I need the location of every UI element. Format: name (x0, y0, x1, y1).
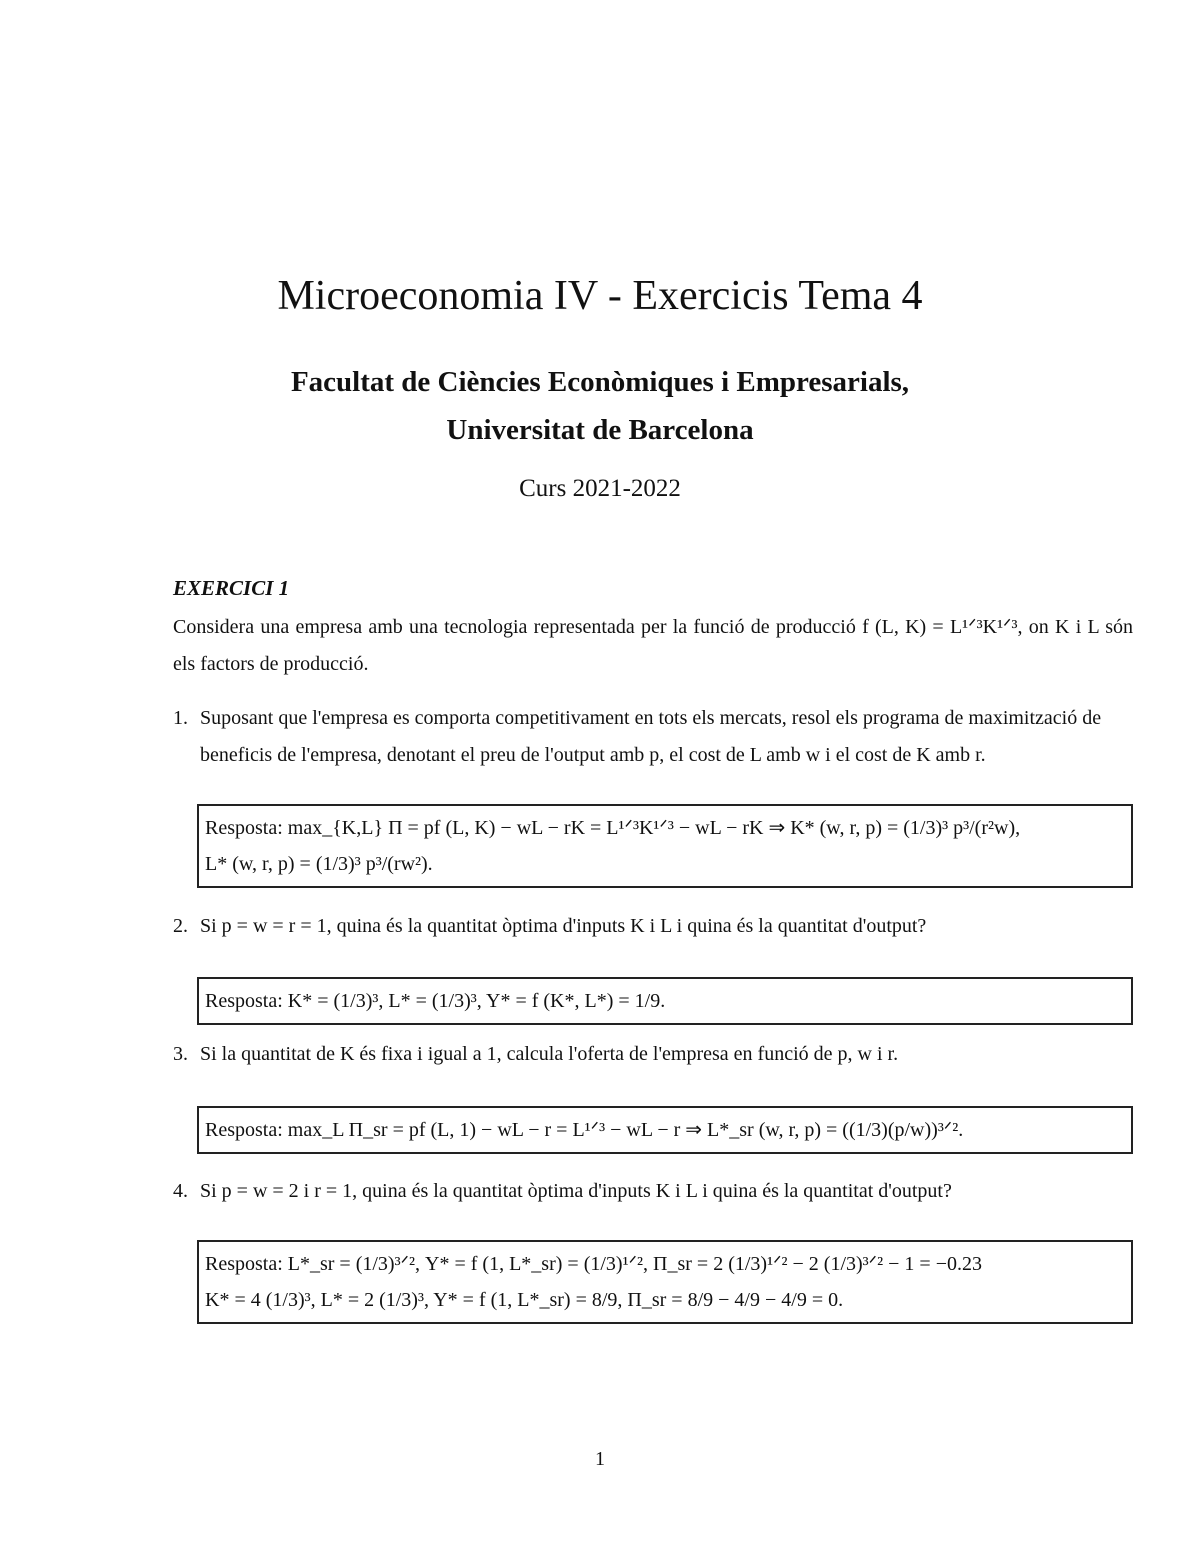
document-title: Microeconomia IV - Exercicis Tema 4 (277, 273, 923, 319)
question-number: 3. (173, 1043, 188, 1065)
question-number: 2. (173, 915, 188, 937)
answer-box-3 (197, 1106, 1133, 1154)
question-3 (173, 1036, 1133, 1073)
university-line: Universitat de Barcelona (446, 414, 754, 446)
question-text: Si p = w = r = 1, quina és la quantitat òptima d'inputs K i L i quina és la quantitat d'output? (200, 915, 927, 937)
faculty-line: Facultat de Ciències Econòmiques i Empresarials, (290, 366, 910, 398)
question-2 (173, 908, 1133, 945)
answer-box-4 (197, 1240, 1133, 1324)
page-number: 1 (595, 1448, 605, 1470)
question-4 (173, 1173, 1133, 1210)
answer-line: Resposta: K* = (1/3)³, L* = (1/3)³, Y* = f (K*, L*) = 1/9. (205, 990, 666, 1012)
exercise-intro: Considera una empresa amb una tecnologia representada per la funció de producció f (L, K) = L¹ᐟ³K¹ᐟ³, on K i L són els factors de producció. (173, 616, 1133, 675)
answer-line: L* (w, r, p) = (1/3)³ p³/(rw²). (205, 853, 433, 875)
answer-box-2 (197, 977, 1133, 1025)
question-1 (173, 700, 1133, 774)
question-text: Si la quantitat de K és fixa i igual a 1, calcula l'oferta de l'empresa en funció de p, w i r. (200, 1043, 899, 1065)
answer-line: K* = 4 (1/3)³, L* = 2 (1/3)³, Y* = f (1, L*_sr) = 8/9, Π_sr = 8/9 − 4/9 − 4/9 = 0. (205, 1289, 844, 1311)
answer-line: Resposta: max_{K,L} Π = pf (L, K) − wL − rK = L¹ᐟ³K¹ᐟ³ − wL − rK ⇒ K* (w, r, p) = (1/3)³ p³/(r²w), (205, 817, 1021, 839)
course-year: Curs 2021-2022 (519, 475, 681, 502)
question-number: 4. (173, 1180, 188, 1202)
exercise-heading: EXERCICI 1 (173, 576, 290, 600)
answer-line: Resposta: L*_sr = (1/3)³ᐟ², Y* = f (1, L*_sr) = (1/3)¹ᐟ², Π_sr = 2 (1/3)¹ᐟ² − 2 (1/3)³ᐟ² − 1 = −0.23 (205, 1253, 982, 1275)
answer-box-1 (197, 804, 1133, 888)
answer-line: Resposta: max_L Π_sr = pf (L, 1) − wL − r = L¹ᐟ³ − wL − r ⇒ L*_sr (w, r, p) = ((1/3)(p/w))³ᐟ². (205, 1119, 964, 1141)
question-text: Si p = w = 2 i r = 1, quina és la quantitat òptima d'inputs K i L i quina és la quantitat d'output? (200, 1180, 952, 1202)
question-text: Suposant que l'empresa es comporta competitivament en tots els mercats, resol els programa de maximització de beneficis de l'empresa, denotant el preu de l'output amb p, el cost de L amb w i el cost de K amb r. (200, 707, 1102, 766)
question-number: 1. (173, 707, 188, 729)
